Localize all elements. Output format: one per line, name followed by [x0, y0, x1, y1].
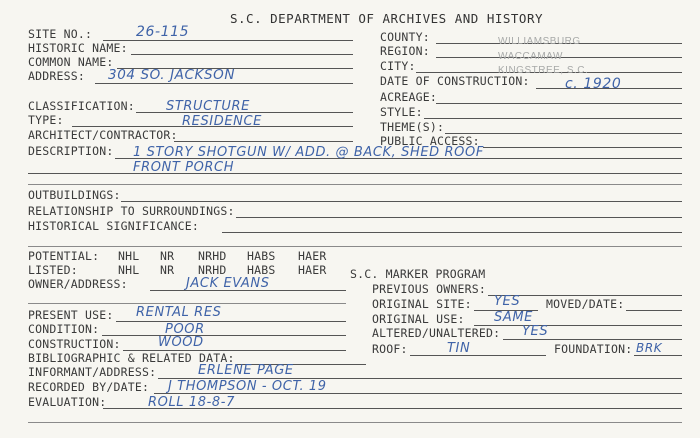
- listed-nhl: NHL: [118, 263, 140, 277]
- city-value: KINGSTREE, S.C.: [498, 65, 589, 76]
- county-label: COUNTY:: [380, 30, 430, 44]
- moved-date-line: [626, 310, 682, 311]
- description-label: DESCRIPTION:: [28, 144, 114, 158]
- site-no-label: SITE NO.:: [28, 27, 93, 41]
- present-use-line: [116, 321, 346, 322]
- architect-line: [174, 141, 353, 142]
- relationship-label: RELATIONSHIP TO SURROUNDINGS:: [28, 204, 235, 218]
- altered-label: ALTERED/UNALTERED:: [372, 326, 501, 340]
- site-no-line: [103, 40, 353, 41]
- themes-label: THEME(S):: [380, 120, 445, 134]
- card-title: S.C. DEPARTMENT OF ARCHIVES AND HISTORY: [230, 11, 543, 26]
- site-no-value: 26-115: [136, 24, 190, 40]
- city-label: CITY:: [380, 59, 416, 73]
- bibliographic-label: BIBLIOGRAPHIC & RELATED DATA:: [28, 351, 235, 365]
- altered-line: [503, 339, 682, 340]
- description-line-2: [28, 173, 682, 174]
- recorded-value: J THOMPSON - OCT. 19: [168, 379, 327, 394]
- informant-label: INFORMANT/ADDRESS:: [28, 365, 157, 379]
- acreage-line: [436, 103, 682, 104]
- potential-nhl: NHL: [118, 249, 140, 263]
- address-label: ADDRESS:: [28, 69, 85, 83]
- evaluation-label: EVALUATION:: [28, 395, 107, 409]
- foundation-label: FOUNDATION:: [554, 342, 633, 356]
- listed-nrhd: NRHD: [198, 263, 227, 277]
- original-use-value: SAME: [494, 310, 533, 325]
- address-value: 304 SO. JACKSON: [108, 67, 236, 83]
- card-bottom-line: [28, 422, 682, 423]
- listed-haer: HAER: [298, 263, 327, 277]
- foundation-line: [634, 355, 682, 356]
- public-access-line: [483, 147, 682, 148]
- original-use-line: [474, 325, 682, 326]
- public-access-label: PUBLIC ACCESS:: [380, 134, 480, 148]
- historic-name-label: HISTORIC NAME:: [28, 41, 128, 55]
- outbuildings-label: OUTBUILDINGS:: [28, 188, 121, 202]
- condition-value: POOR: [165, 322, 205, 337]
- roof-line: [410, 355, 546, 356]
- potential-label: POTENTIAL:: [28, 249, 100, 263]
- foundation-value: BRK: [636, 341, 663, 355]
- region-label: REGION:: [380, 44, 430, 58]
- acreage-label: ACREAGE:: [380, 90, 437, 104]
- original-use-label: ORIGINAL USE:: [372, 312, 465, 326]
- previous-owners-label: PREVIOUS OWNERS:: [372, 282, 486, 296]
- type-value: RESIDENCE: [182, 114, 262, 129]
- description-value-line2: FRONT PORCH: [133, 160, 235, 175]
- informant-value: ERLENE PAGE: [198, 363, 294, 378]
- potential-haer: HAER: [298, 249, 327, 263]
- present-use-value: RENTAL RES: [136, 305, 222, 320]
- type-label: TYPE:: [28, 113, 64, 127]
- present-use-label: PRESENT USE:: [28, 308, 114, 322]
- relationship-line: [236, 217, 682, 218]
- outbuildings-line: [121, 201, 682, 202]
- original-site-label: ORIGINAL SITE:: [372, 297, 472, 311]
- construction-label: CONSTRUCTION:: [28, 337, 121, 351]
- owner-label: OWNER/ADDRESS:: [28, 277, 128, 291]
- evaluation-value: ROLL 18-8-7: [148, 395, 235, 410]
- date-construction-value: c. 1920: [565, 76, 622, 92]
- classification-value: STRUCTURE: [166, 99, 250, 114]
- roof-label: ROOF:: [372, 342, 408, 356]
- recorded-label: RECORDED BY/DATE:: [28, 380, 150, 394]
- county-value: WILLIAMSBURG: [498, 36, 581, 47]
- style-label: STYLE:: [380, 105, 423, 119]
- significance-line: [222, 232, 682, 233]
- style-line: [424, 118, 682, 119]
- owner-value: JACK EVANS: [186, 276, 270, 291]
- condition-label: CONDITION:: [28, 322, 100, 336]
- potential-nrhd: NRHD: [198, 249, 227, 263]
- potential-habs: HABS: [247, 249, 276, 263]
- altered-value: YES: [522, 324, 549, 339]
- original-site-value: YES: [494, 294, 521, 309]
- condition-line: [102, 335, 346, 336]
- historic-name-line: [131, 54, 353, 55]
- description-value-line1: 1 STORY SHOTGUN W/ ADD. @ BACK, SHED ROOF: [133, 145, 484, 160]
- listed-habs: HABS: [247, 263, 276, 277]
- significance-line-2: [28, 246, 682, 247]
- common-name-label: COMMON NAME:: [28, 55, 114, 69]
- address-line: [95, 83, 353, 84]
- potential-nr: NR: [160, 249, 175, 263]
- listed-nr: NR: [160, 263, 175, 277]
- marker-program-label: S.C. MARKER PROGRAM: [350, 267, 486, 281]
- owner-line-2: [28, 303, 346, 304]
- region-value: WACCAMAW: [498, 51, 563, 62]
- architect-label: ARCHITECT/CONTRACTOR:: [28, 128, 178, 142]
- listed-label: LISTED:: [28, 263, 78, 277]
- classification-label: CLASSIFICATION:: [28, 99, 135, 113]
- roof-value: TIN: [447, 341, 471, 356]
- date-construction-label: DATE OF CONSTRUCTION:: [380, 74, 530, 88]
- moved-date-label: MOVED/DATE:: [546, 297, 625, 311]
- construction-value: WOOD: [158, 335, 204, 350]
- themes-line: [445, 133, 682, 134]
- description-line-3: [28, 184, 682, 185]
- significance-label: HISTORICAL SIGNIFICANCE:: [28, 219, 199, 233]
